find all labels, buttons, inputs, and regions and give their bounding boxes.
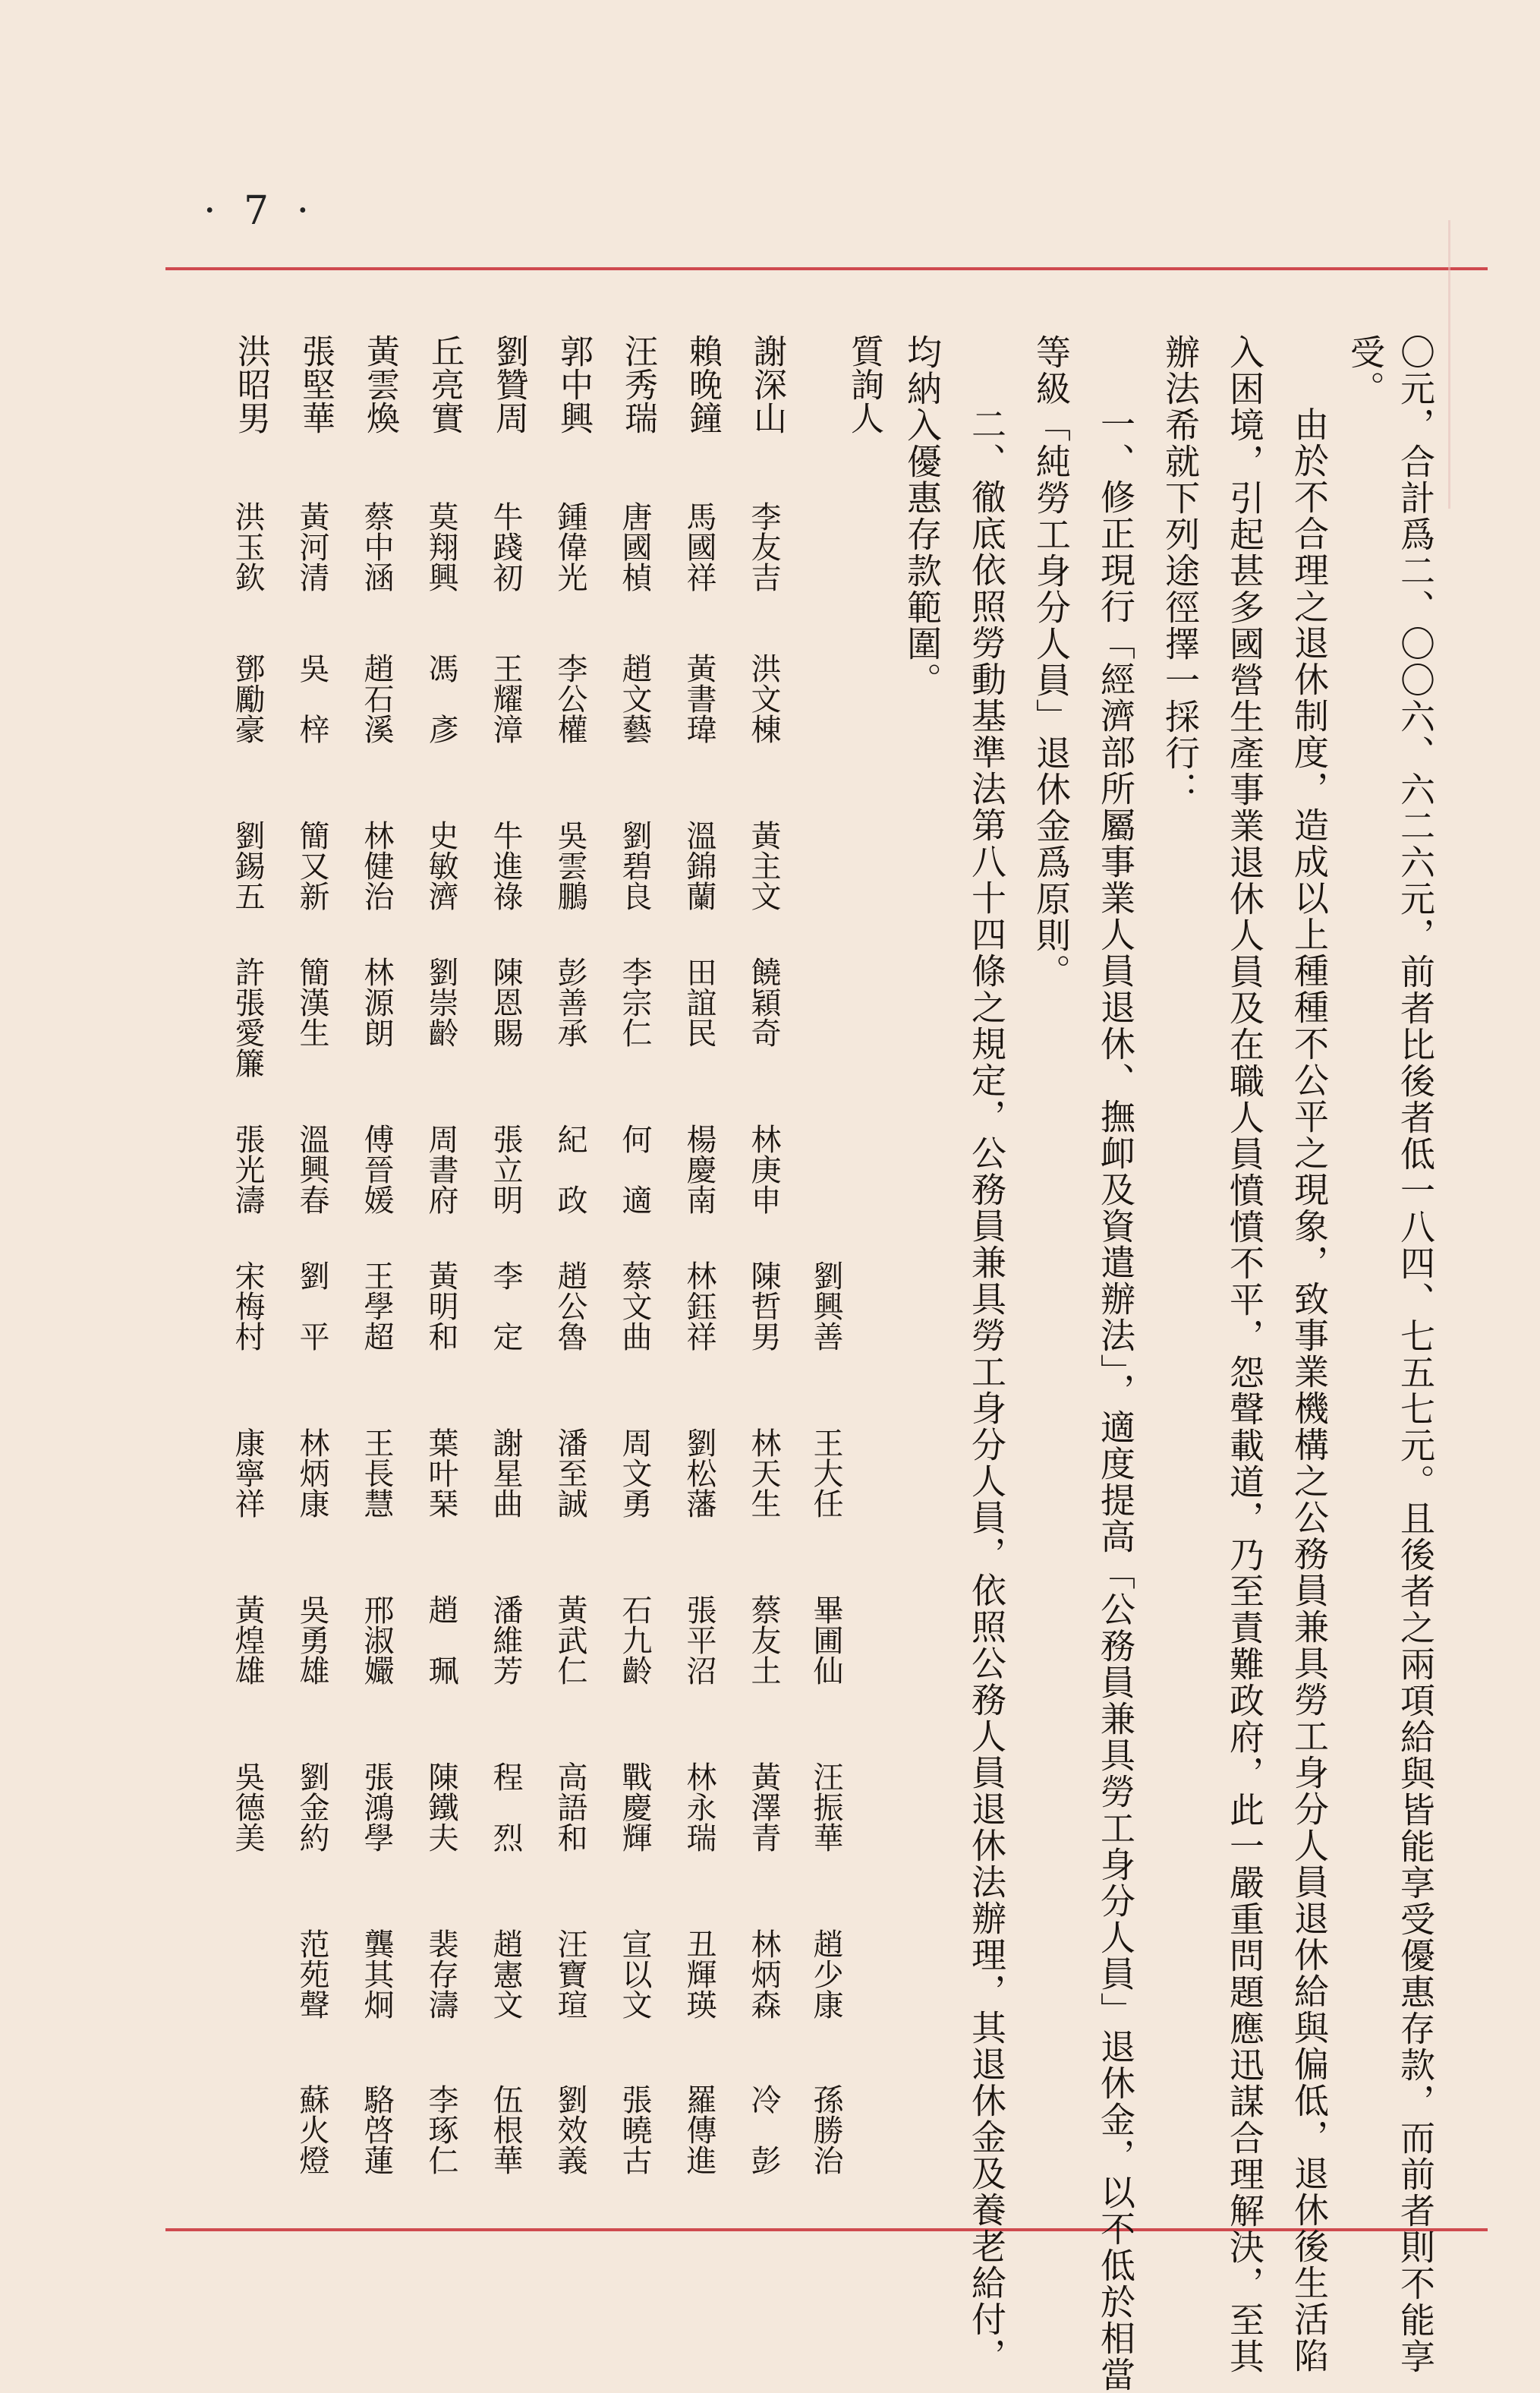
signatory-name: 洪昭男 — [231, 334, 270, 434]
signatory-name: 劉松藩 — [682, 1427, 716, 1518]
signatory-name: 張堅華 — [296, 334, 335, 434]
signatory-name: 王大任 — [808, 1427, 843, 1518]
signatory-name: 張立明 — [488, 1124, 523, 1215]
signatory-name: 洪玉欽 — [230, 501, 265, 592]
signatory-name: 裴存濤 — [424, 1928, 458, 2019]
signatory-name: 蔡文曲 — [617, 1260, 652, 1351]
signatory-name: 冷 彭 — [746, 2084, 781, 2175]
signatory-name: 吳 梓 — [294, 653, 329, 744]
signatory-name: 黃書瑋 — [682, 653, 716, 744]
signatory-name: 吳勇雄 — [294, 1594, 329, 1685]
signatory-name: 陳恩賜 — [488, 957, 523, 1048]
signatory-name: 林鈺祥 — [682, 1260, 716, 1351]
signatory-name: 黃武仁 — [553, 1594, 587, 1685]
signatory-name: 戰慶輝 — [617, 1761, 652, 1852]
signatory-name: 黃明和 — [424, 1260, 458, 1351]
signatory-name: 羅傳進 — [682, 2084, 716, 2175]
signatory-name: 彭善承 — [553, 957, 587, 1048]
signatory-name: 趙 珮 — [424, 1594, 458, 1685]
signatory-name: 林永瑞 — [682, 1761, 716, 1852]
signatory-name: 王耀漳 — [488, 653, 523, 744]
signatory-name: 宋梅村 — [230, 1260, 265, 1351]
signatory-name: 林炳森 — [746, 1928, 781, 2019]
signatory-name: 陳鐵夫 — [424, 1761, 458, 1852]
signatory-name: 汪振華 — [808, 1761, 843, 1852]
signatory-name: 李公權 — [553, 653, 587, 744]
signatory-name: 張曉古 — [617, 2084, 652, 2175]
signatory-name: 林炳康 — [294, 1427, 329, 1518]
signatory-name: 劉金約 — [294, 1761, 329, 1852]
signatory-name: 郭中興 — [554, 334, 593, 434]
signatory-name: 趙公魯 — [553, 1260, 587, 1351]
signatory-name: 李琢仁 — [424, 2084, 458, 2175]
signatory-name: 田誼民 — [682, 957, 716, 1048]
signatory-name: 張鴻學 — [359, 1761, 394, 1852]
signatory-name: 鄧勵豪 — [230, 653, 265, 744]
signatory-name: 劉錫五 — [230, 820, 265, 911]
signatory-name: 林健治 — [359, 820, 394, 911]
signatory-name: 謝星曲 — [488, 1427, 523, 1518]
bleed-through-line — [1448, 220, 1450, 509]
signatory-name: 邢淑孍 — [359, 1594, 394, 1685]
signatory-name: 紀 政 — [553, 1124, 587, 1215]
signatory-name: 丘亮實 — [425, 334, 464, 434]
signatory-name: 張光濤 — [230, 1124, 265, 1215]
signatory-name: 龔其炯 — [359, 1928, 394, 2019]
signatory-name: 劉贊周 — [490, 334, 528, 434]
signatory-name: 葉叶琹 — [424, 1427, 458, 1518]
signatory-name: 鍾偉光 — [553, 501, 587, 592]
signatory-name: 汪秀瑞 — [619, 334, 657, 434]
signatory-name: 傅晉媛 — [359, 1124, 394, 1215]
body-column: 入困境，引起甚多國營生產事業退休人員及在職人員憤憤不平，怨聲載道，乃至責難政府，此一嚴重問題應迅謀合理解決，至其 — [1224, 334, 1265, 2375]
signatory-name: 劉崇齡 — [424, 957, 458, 1048]
body-column: 由於不合理之退休制度，造成以上種種不公平之現象，致事業機構之公務員兼具勞工身分人員退休給與偏低，退休後生活陷 — [1289, 406, 1330, 2374]
signatory-name: 趙少康 — [808, 1928, 843, 2019]
body-column: 一、修正現行「經濟部所屬事業人員退休、撫卹及資遣辦法」，適度提高「公務員兼具勞工身分人員」退休金，以不低於相當 — [1095, 406, 1136, 2393]
signatory-name: 黃澤青 — [746, 1761, 781, 1852]
signatory-name: 李宗仁 — [617, 957, 652, 1048]
signatory-name: 許張愛簾 — [230, 957, 265, 1078]
signatory-name: 簡漢生 — [294, 957, 329, 1048]
signatory-name: 黃煌雄 — [230, 1594, 265, 1685]
signatory-name: 楊慶南 — [682, 1124, 716, 1215]
signatory-name: 溫錦蘭 — [682, 820, 716, 911]
signatory-name: 王學超 — [359, 1260, 394, 1351]
signatory-name: 洪文棟 — [746, 653, 781, 744]
signatory-name: 劉 平 — [294, 1260, 329, 1351]
page-number: · 7 · — [203, 188, 317, 234]
body-column: 辦法希就下列途徑擇一採行： — [1160, 334, 1201, 808]
body-column: 〇元，合計爲二、〇〇六、六二六元，前者比後者低一八四、七五七元。且後者之兩項給與皆能享受優惠存款，而前者則不能享 — [1395, 334, 1436, 2375]
signatory-name: 劉碧良 — [617, 820, 652, 911]
signatory-name: 林天生 — [746, 1427, 781, 1518]
signatory-name: 饒穎奇 — [746, 957, 781, 1048]
signatory-name: 李友吉 — [746, 501, 781, 592]
body-column: 受。 — [1345, 334, 1386, 407]
signatory-name: 李 定 — [488, 1260, 523, 1351]
signatory-name: 唐國楨 — [617, 501, 652, 592]
signatory-name: 吳德美 — [230, 1761, 265, 1852]
signatory-name: 周文勇 — [617, 1427, 652, 1518]
signatory-name: 簡又新 — [294, 820, 329, 911]
signatory-name: 謝深山 — [748, 334, 786, 434]
signatory-name: 汪寶瑄 — [553, 1928, 587, 2019]
signatory-name: 馮 彥 — [424, 653, 458, 744]
signatory-name: 牛進祿 — [488, 820, 523, 911]
signatory-name: 趙憲文 — [488, 1928, 523, 2019]
signatory-name: 張平沼 — [682, 1594, 716, 1685]
signatory-name: 周書府 — [424, 1124, 458, 1215]
signatories-label: 質詢人 — [845, 334, 883, 434]
signatory-name: 康寧祥 — [230, 1427, 265, 1518]
body-column: 二、徹底依照勞動基準法第八十四條之規定，公務員兼具勞工身分人員，依照公務人員退休法辦理，其退休金及養老給付， — [966, 406, 1007, 2374]
signatory-name: 蔡中涵 — [359, 501, 394, 592]
signatory-name: 劉興善 — [808, 1260, 843, 1351]
signatory-name: 畢圃仙 — [808, 1594, 843, 1685]
signatory-name: 黃主文 — [746, 820, 781, 911]
body-column: 均納入優惠存款範圍。 — [902, 334, 943, 698]
signatory-name: 駱啓蓮 — [359, 2084, 394, 2175]
signatory-name: 趙文藝 — [617, 653, 652, 744]
signatory-name: 蔡友土 — [746, 1594, 781, 1685]
signatory-name: 潘至誠 — [553, 1427, 587, 1518]
signatory-name: 黃雲煥 — [361, 334, 399, 434]
signatory-name: 陳哲男 — [746, 1260, 781, 1351]
signatory-name: 石九齡 — [617, 1594, 652, 1685]
signatory-name: 潘維芳 — [488, 1594, 523, 1685]
signatory-name: 莫翔興 — [424, 501, 458, 592]
signatory-name: 程 烈 — [488, 1761, 523, 1852]
signatory-name: 丑輝瑛 — [682, 1928, 716, 2019]
signatory-name: 趙石溪 — [359, 653, 394, 744]
body-column: 等級「純勞工身分人員」退休金爲原則。 — [1031, 334, 1072, 990]
signatory-name: 高語和 — [553, 1761, 587, 1852]
signatory-name: 吳雲鵬 — [553, 820, 587, 911]
top-rule — [165, 267, 1488, 270]
signatory-name: 范苑聲 — [294, 1928, 329, 2019]
signatory-name: 林源朗 — [359, 957, 394, 1048]
signatory-name: 宣以文 — [617, 1928, 652, 2019]
signatory-name: 伍根華 — [488, 2084, 523, 2175]
signatory-name: 孫勝治 — [808, 2084, 843, 2175]
signatory-name: 林庚申 — [746, 1124, 781, 1215]
signatory-name: 牛踐初 — [488, 501, 523, 592]
signatory-name: 溫興春 — [294, 1124, 329, 1215]
signatory-name: 劉效義 — [553, 2084, 587, 2175]
signatory-name: 何 適 — [617, 1124, 652, 1215]
signatory-name: 史敏濟 — [424, 820, 458, 911]
signatory-name: 王長慧 — [359, 1427, 394, 1518]
signatory-name: 黃河清 — [294, 501, 329, 592]
signatory-name: 馬國祥 — [682, 501, 716, 592]
signatory-name: 賴晚鐘 — [683, 334, 722, 434]
signatory-name: 蘇火燈 — [294, 2084, 329, 2175]
